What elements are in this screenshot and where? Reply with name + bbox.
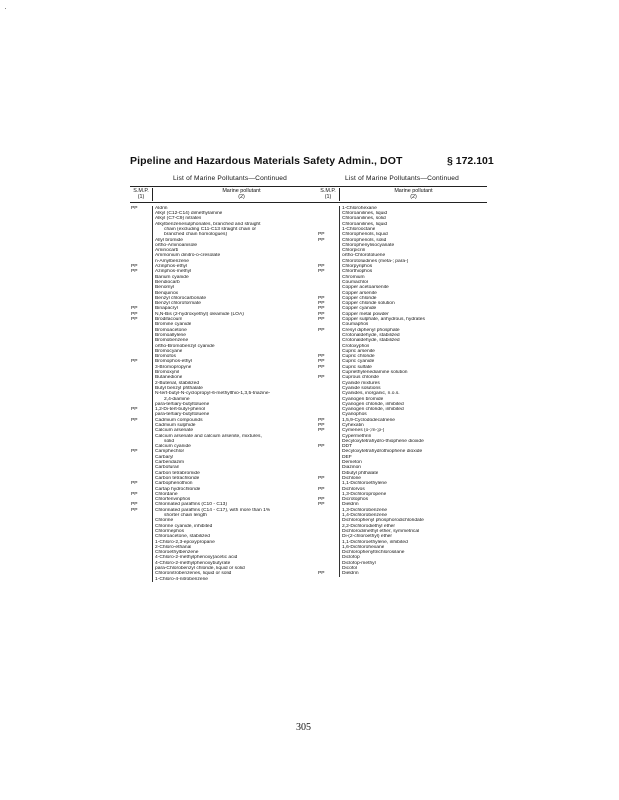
smp-marker: PP [131,449,138,455]
pollutant-name: Crotoxyphos [342,343,370,349]
pollutant-name: Chlorpyriphos [342,264,373,270]
pollutant-name: 1-Chlorohexane [342,205,377,211]
pollutant-name: Camphechlor [155,449,185,455]
pollutant-name: Dibutyl phthalate [342,470,379,476]
left-col1-label: S.M.P. [133,188,149,194]
pollutant-name: Dicrotophos [342,497,369,503]
pollutant-name: Bendiocarb [155,279,180,285]
smp-marker: PP [318,417,325,423]
pollutant-name: Dieldrin [342,502,359,508]
pollutant-name: Calcium arsenate [155,428,194,434]
smp-marker: PP [131,317,138,323]
left-table-caption: List of Marine Pollutants—Continued [172,175,288,182]
pollutant-name: Coumachlor [342,279,369,285]
pollutant-name: Aldrin [155,205,168,211]
pollutant-name: 2,2-Dichlorodiethyl ether [342,523,396,529]
right-col2-label: Marine pollutant [394,188,433,194]
pollutant-name: Cuprous chloride [342,375,379,381]
pollutant-name: Copper sulphate, anhydrous, hydrates [342,317,425,323]
pollutant-name: Carbon tetrachloride [155,475,200,481]
pollutant-name: Carbon tetrabromide [155,470,200,476]
pollutant-name: Chlorinated paraffins (C10 - C13) [155,502,227,508]
smp-marker: PP [318,486,325,492]
pollutant-name: 1-Chloro-2,3-epoxypropane [155,539,215,545]
pollutant-name: 1,5,9-Cyclododecatriene [342,417,396,423]
smp-marker: PP [318,232,325,238]
pollutant-name: 1,2-Di-tert-butyl-phenol [155,407,206,413]
left-col1-header [130,188,153,201]
pollutant-name: Chlorophenylisocyanate [342,242,395,248]
pollutant-name: Cadmium sulphide [155,422,196,428]
right-col2-num: (2) [410,194,417,201]
pollutant-name: Chloroacetone, stabilized [155,534,210,540]
right-col2-header [340,188,487,201]
pollutant-name: Bromine cyanide [155,322,192,328]
pollutant-name: DEF [342,454,352,460]
pollutant-name: Chloroanilines, solid [342,216,386,222]
smp-marker: PP [318,327,325,333]
pollutant-name: Chloroanilines, liquid [342,221,388,227]
left-table-body [130,206,330,582]
pollutant-name: Bromoacetone [155,327,187,333]
smp-marker: PP [318,301,325,307]
left-table-header [130,186,330,203]
smp-marker: PP [131,417,138,423]
pollutant-name: 4-Chloro-2-methylphenoxybutyrate [155,560,231,566]
left-col2-num: (2) [238,194,245,201]
smp-marker: PP [318,571,325,577]
pollutant-name: Dicofol [342,566,357,571]
smp-marker: PP [131,205,138,211]
pollutant-name: Cyanogen bromide [342,396,384,402]
pollutant-name: Demeton [342,460,362,466]
pollutant-name: shorter chain length [164,513,207,519]
pollutant-name: Copper metal powder [342,311,389,317]
pollutant-name: Azinphos-ethyl [155,264,188,270]
pollutant-name: Cyanides, inorganic, n.o.s. [342,391,400,397]
smp-marker: PP [318,375,325,381]
smp-marker: PP [318,354,325,360]
pollutant-name: branched chain homologues) [164,232,228,238]
pollutant-name: Alkyl (C7-C9) nitrates [155,216,202,222]
pollutant-name: Chlorine cyanide, inhibited [155,523,213,529]
smp-marker: PP [318,264,325,270]
pollutant-name: Copper chloride [342,295,377,301]
pollutant-name: Chlorinated paraffins (C14 - C17), with more than 1% [155,507,271,513]
pollutant-name: Diclofop [342,555,360,561]
smp-marker: PP [318,497,325,503]
pollutant-name: N-tert-butyl-N-cyclopropyl-6-methylthio-1,3,5-triazine- [155,391,271,397]
pollutant-name: Benzyl chlorocarbonate [155,295,207,301]
pollutant-name: Chloroanilines, liquid [342,211,388,217]
pollutant-name: Bromophos-ethyl [155,359,192,365]
smp-marker: PP [318,428,325,434]
pollutant-name: Chlorophenols, solid [342,237,387,243]
left-col2-header [153,188,330,201]
pollutant-name: Decyloxytetrahydrothiophene dioxide [342,449,423,455]
pollutant-name: Cupric cyanide [342,359,375,365]
pollutant-name: Cresyl diphenyl phosphate [342,327,400,333]
pollutant-name: 1,3-Dichloropropene [342,491,387,497]
pollutant-name: Decyloxytetrahydro-thiophene dioxide [342,438,424,444]
left-col1-num: (1) [137,194,145,201]
smp-marker: PP [131,491,138,497]
pollutant-name: Dichlorophenyl phosphorodichloridate [342,518,424,524]
pollutant-name: ortho-Aminoanisole [155,242,198,248]
pollutant-name: Chlorfenvinphos [155,497,191,503]
pollutant-name: 1-Chlorooctane [342,227,376,232]
smp-marker: PP [131,481,138,487]
pollutant-name: chain (excluding C11-C13 straight chain or [164,227,257,232]
pollutant-name: Carbendazim [155,460,185,466]
smp-marker: PP [131,359,138,365]
smp-marker: PP [131,311,138,317]
running-head-title: Pipeline and Hazardous Materials Safety Admin., DOT [130,155,403,167]
pollutant-name: Coumaphos [342,322,369,328]
smp-marker: PP [318,422,325,428]
pollutant-name: Calcium arsenate and calcium arsenite, mixtures, [155,433,262,439]
smp-marker: PP [318,475,325,481]
pollutant-name: Butyl benzyl phthalate [155,385,203,391]
pollutant-name: Benquinox [155,290,179,296]
pollutant-name: Benzyl chloroformate [155,301,201,307]
right-table-caption: List of Marine Pollutants—Continued [344,175,460,182]
pollutant-name: Chlorophenols, liquid [342,232,388,238]
smp-marker: PP [318,306,325,312]
pollutant-name: 2-Chloro-ethanal [155,544,192,550]
smp-marker: PP [318,444,325,450]
pollutant-name: Bromofos [155,354,176,360]
left-table-row [130,577,330,582]
pollutant-name: Copper cyanide [342,306,377,312]
pollutant-name: Chloronitrobenzenes, liquid or solid [155,571,232,577]
pollutant-name: 1,1-Dichloroethylene [342,481,387,487]
pollutant-name: Carbofuran [155,465,180,471]
pollutant-name: para-tertiary-butyltoluene [155,412,210,418]
pollutant-name: Bromoxynil [155,370,180,376]
smp-marker: PP [318,237,325,243]
right-col1-label: S.M.P. [320,188,336,194]
pollutant-name: Chlorthiophos [342,269,373,275]
pollutant-name: solid [164,438,175,444]
pollutant-name: para-Chlorobenzyl chloride, liquid or solid [155,566,245,571]
pollutant-name: Copper acetoarsenite [342,285,389,291]
smp-marker: PP [318,311,325,317]
pollutant-name: Copper arsenite [342,290,377,296]
pollutant-name: Dichlorophenyltrichlorosilane [342,550,405,556]
pollutant-name: Allyl bromide [155,237,183,243]
pollutant-name: para-tertiary-butyltoluene [155,401,210,407]
pollutant-name: Cyanide mixtures [342,380,380,386]
pollutant-name: Dichlorvos [342,486,365,492]
pollutant-name: Cupric sulfate [342,364,372,370]
right-col1-num: (1) [324,194,332,201]
running-head-section: § 172.101 [447,155,494,167]
smp-marker: PP [318,317,325,323]
smp-marker: PP [318,295,325,301]
scan-speck [5,8,6,9]
pollutant-name: Chlordane [155,491,178,497]
pollutant-name: Chromium [342,274,365,280]
smp-marker: PP [318,364,325,370]
pollutant-name: N,N-Bis (2-hydroxyethyl) oleamide (LOA) [155,311,244,317]
pollutant-name: Benomyl [155,285,175,291]
pollutant-name: Dichlorodimethyl ether, symmetrical [342,528,420,534]
pollutant-name: Ammonium dinitro-o-cresolate [155,253,221,259]
pollutant-name: Alkylbenzenesulphonates, branched and straight [155,221,261,227]
pollutant-name: Diazinon [342,465,362,471]
smp-marker: PP [131,502,138,508]
pollutant-name: Cupriethylenediamine solution [342,370,408,376]
pollutant-name: Chlorpicrin [342,248,366,254]
page-number: 305 [296,722,311,733]
right-table-row [317,571,487,576]
pollutant-name: Azinphos-methyl [155,269,192,275]
pollutant-name: Carbaryl [155,454,174,460]
pollutant-name: Chlormephos [155,528,185,534]
pollutant-name: ortho-Bromobenzyl cyanide [155,343,215,349]
pollutant-name: 1,1-Dichloroethylene, inhibited [342,539,408,545]
pollutant-name: Barium cyanide [155,274,189,280]
pollutant-name: 1-Chloro-4-nitrobenzene [155,576,209,582]
pollutant-name: Chlorine [155,518,174,524]
pollutant-name: Brodifacoum [155,317,183,323]
smp-marker: PP [318,269,325,275]
pollutant-name: 4-Chloro-2-methylphenoxy)acetic acid [155,555,238,561]
pollutant-name: Calcium cyanide [155,444,191,450]
pollutant-name: Cadmium compounds [155,417,203,423]
pollutant-name: 1,4-Dichlorobenzene [342,513,388,519]
pollutant-name: Diclofop-methyl [342,560,376,566]
pollutant-name: Cupric arsenite [342,348,375,354]
pollutant-name: Bromocyane [155,348,183,354]
pollutant-name: Copper chloride solution [342,301,395,307]
pollutant-name: Carbophenothion [155,481,193,487]
smp-marker: PP [318,502,325,508]
pollutant-name: Chlorotoluidines (meta-; para-) [342,258,409,264]
pollutant-name: 1,3-Dichlorobenzene [342,507,388,513]
left-col2-label: Marine pollutant [222,188,261,194]
pollutant-name: Cyanogen chloride, inhibited [342,407,404,413]
left-table [130,175,330,582]
pollutant-name: ortho-Chlorotoluene [342,253,386,259]
smp-marker: PP [131,507,138,513]
pollutant-name: Aminocarb [155,248,179,254]
smp-marker: PP [131,269,138,275]
right-table [317,175,487,577]
pollutant-name: 3-Bromopropyne [155,364,192,370]
pollutant-name: Bromobenzene [155,338,189,344]
pollutant-name: Cyanogen chloride, inhibited [342,401,404,407]
pollutant-name: Di-(2-chloroethyl) ether [342,534,393,540]
right-table-header [317,186,487,203]
pollutant-name: DDT [342,444,353,450]
pollutant-name: Dichlone [342,475,362,481]
right-col1-header [317,188,340,201]
pollutant-name: Cyanide solutions [342,385,381,391]
pollutant-name: n-Amylbenzene [155,258,189,264]
smp-marker [130,577,152,582]
pollutant-name: 2,4-diamine [164,396,190,402]
pollutant-name: Alkyl (C12-C14) dimethylamine [155,211,223,217]
smp-marker: PP [131,264,138,270]
pollutant-name: Cyhexatin [342,422,364,428]
smp-marker: PP [131,306,138,312]
pollutant-name: Crotonaldehyde, stabilized [342,332,400,338]
pollutant-name: 2-Butenal, stabilized [155,380,200,386]
pollutant-name: Cyanophos [342,412,367,418]
pollutant-name: Cartap hydrochloride [155,486,201,492]
pollutant-name: Dieldrin [342,571,359,577]
smp-marker: PP [318,359,325,365]
pollutant-name: Chloroethylbenzene [155,550,199,556]
smp-marker: PP [131,407,138,413]
pollutant-name: Crotonaldehyde, stabilized [342,338,400,344]
pollutant-name: Cupric chloride [342,354,375,360]
right-table-body [317,206,487,577]
pollutant-name: Cymenes (o-;m-;p-) [342,428,385,434]
pollutant-name: Butanedione [155,375,183,381]
pollutant-name: Bromoallylene [155,332,186,338]
pollutant-name: Binapacryl [155,306,178,312]
pollutant-name: Cypermethrin [342,433,372,439]
pollutant-name: 1,6-Dichlorohexane [342,544,385,550]
